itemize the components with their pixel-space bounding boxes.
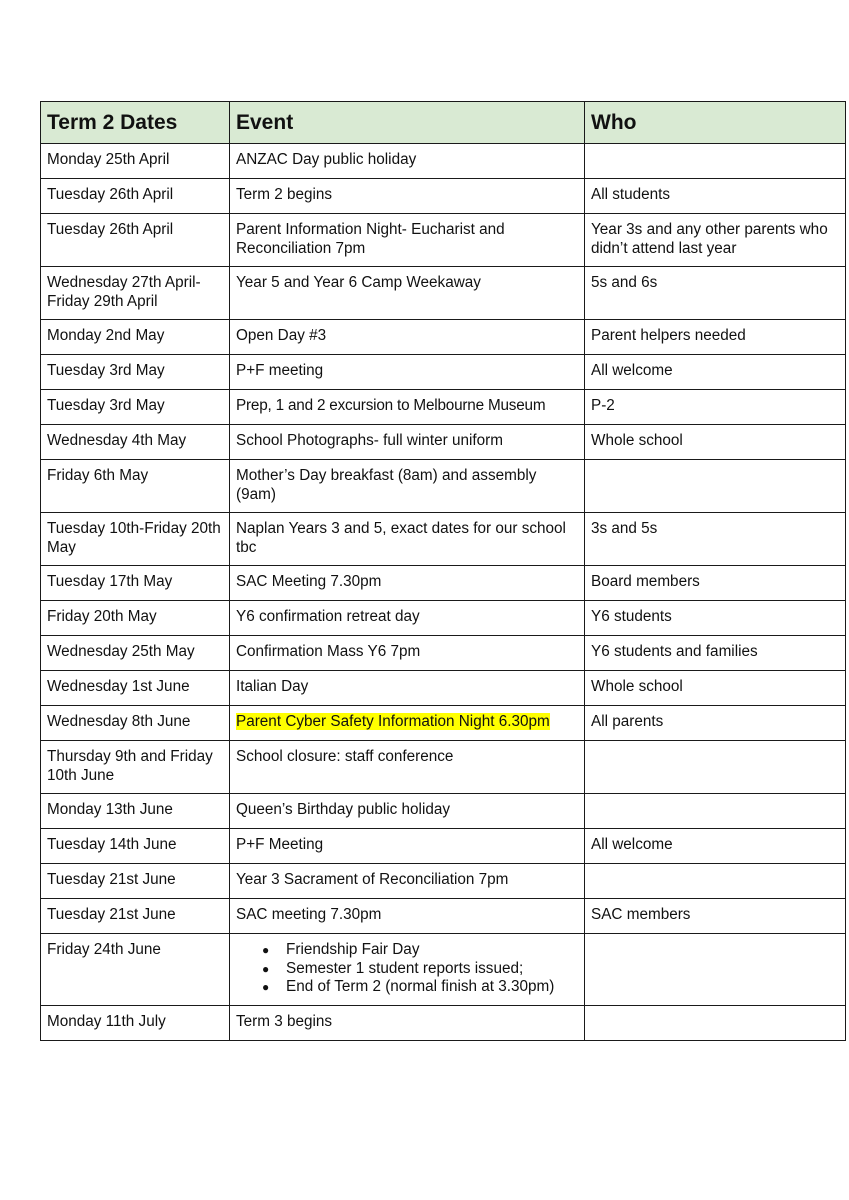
- date-cell: Tuesday 14th June: [41, 829, 230, 864]
- date-cell: Monday 25th April: [41, 144, 230, 179]
- header-event: Event: [230, 102, 585, 144]
- table-row: [41, 671, 846, 706]
- event-cell: Year 3 Sacrament of Reconciliation 7pm: [230, 864, 585, 899]
- table-row: [41, 601, 846, 636]
- who-cell: P-2: [585, 390, 846, 425]
- date-cell: Tuesday 21st June: [41, 864, 230, 899]
- table-row: [41, 460, 846, 513]
- date-cell: Wednesday 8th June: [41, 706, 230, 741]
- who-cell: [585, 864, 846, 899]
- event-cell: P+F meeting: [230, 355, 585, 390]
- event-cell: Term 3 begins: [230, 1005, 585, 1040]
- table-row: [41, 829, 846, 864]
- date-cell: Monday 11th July: [41, 1005, 230, 1040]
- date-cell: Monday 13th June: [41, 794, 230, 829]
- date-cell: Wednesday 4th May: [41, 425, 230, 460]
- table-row: [41, 214, 846, 267]
- table-header-row: [41, 102, 846, 144]
- header-who: Who: [585, 102, 846, 144]
- who-cell: Parent helpers needed: [585, 320, 846, 355]
- who-cell: Y6 students and families: [585, 636, 846, 671]
- event-cell: Mother’s Day breakfast (8am) and assembly (9am): [230, 460, 585, 513]
- date-cell: Tuesday 3rd May: [41, 355, 230, 390]
- who-cell: [585, 460, 846, 513]
- event-cell: Italian Day: [230, 671, 585, 706]
- table-row: [41, 864, 846, 899]
- event-cell: SAC meeting 7.30pm: [230, 899, 585, 934]
- event-cell: Open Day #3: [230, 320, 585, 355]
- list-item: ● End of Term 2 (normal finish at 3.30pm): [286, 978, 578, 997]
- table-row: [41, 179, 846, 214]
- who-cell: Whole school: [585, 671, 846, 706]
- table-row: [41, 636, 846, 671]
- table-row: [41, 513, 846, 566]
- event-cell: [230, 706, 585, 741]
- event-cell: Queen’s Birthday public holiday: [230, 794, 585, 829]
- who-cell: [585, 1005, 846, 1040]
- table-row: [41, 934, 846, 1006]
- date-cell: Friday 6th May: [41, 460, 230, 513]
- event-bullet-list: [236, 941, 578, 997]
- event-cell: [230, 934, 585, 1006]
- date-cell: Tuesday 3rd May: [41, 390, 230, 425]
- list-item: ● Friendship Fair Day: [286, 941, 578, 960]
- date-cell: Tuesday 26th April: [41, 214, 230, 267]
- date-cell: Wednesday 27th April-Friday 29th April: [41, 267, 230, 320]
- event-cell: Y6 confirmation retreat day: [230, 601, 585, 636]
- who-cell: All students: [585, 179, 846, 214]
- table-row: [41, 267, 846, 320]
- table-row: [41, 1005, 846, 1040]
- table-row: [41, 355, 846, 390]
- who-cell: [585, 934, 846, 1006]
- who-cell: Year 3s and any other parents who didn’t attend last year: [585, 214, 846, 267]
- table-row-highlighted: [41, 706, 846, 741]
- who-cell: All welcome: [585, 355, 846, 390]
- highlighted-event-text: Parent Cyber Safety Information Night 6.30pm: [236, 713, 550, 730]
- event-cell: Year 5 and Year 6 Camp Weekaway: [230, 267, 585, 320]
- event-cell: Term 2 begins: [230, 179, 585, 214]
- event-cell: Naplan Years 3 and 5, exact dates for our school tbc: [230, 513, 585, 566]
- table-row: [41, 320, 846, 355]
- date-cell: Tuesday 26th April: [41, 179, 230, 214]
- list-item: ● Semester 1 student reports issued;: [286, 960, 578, 979]
- table-row: [41, 899, 846, 934]
- event-cell: Confirmation Mass Y6 7pm: [230, 636, 585, 671]
- event-cell: SAC Meeting 7.30pm: [230, 566, 585, 601]
- table-row: [41, 741, 846, 794]
- who-cell: 5s and 6s: [585, 267, 846, 320]
- who-cell: [585, 741, 846, 794]
- date-cell: Tuesday 17th May: [41, 566, 230, 601]
- event-cell: School closure: staff conference: [230, 741, 585, 794]
- date-cell: Wednesday 25th May: [41, 636, 230, 671]
- who-cell: [585, 144, 846, 179]
- event-cell: ANZAC Day public holiday: [230, 144, 585, 179]
- who-cell: SAC members: [585, 899, 846, 934]
- who-cell: 3s and 5s: [585, 513, 846, 566]
- who-cell: [585, 794, 846, 829]
- table-row: [41, 390, 846, 425]
- date-cell: Monday 2nd May: [41, 320, 230, 355]
- term-2-dates-table: [40, 101, 846, 1041]
- date-cell: Tuesday 10th-Friday 20th May: [41, 513, 230, 566]
- date-cell: Friday 20th May: [41, 601, 230, 636]
- date-cell: Wednesday 1st June: [41, 671, 230, 706]
- event-cell: Prep, 1 and 2 excursion to Melbourne Museum: [230, 390, 585, 425]
- event-cell: Parent Information Night- Eucharist and Reconciliation 7pm: [230, 214, 585, 267]
- who-cell: Board members: [585, 566, 846, 601]
- date-cell: Tuesday 21st June: [41, 899, 230, 934]
- who-cell: Whole school: [585, 425, 846, 460]
- event-cell: P+F Meeting: [230, 829, 585, 864]
- who-cell: All parents: [585, 706, 846, 741]
- event-cell: School Photographs- full winter uniform: [230, 425, 585, 460]
- date-cell: Thursday 9th and Friday 10th June: [41, 741, 230, 794]
- who-cell: Y6 students: [585, 601, 846, 636]
- table-row: [41, 794, 846, 829]
- table-row: [41, 425, 846, 460]
- header-term-2-dates: Term 2 Dates: [41, 102, 230, 144]
- table-row: [41, 566, 846, 601]
- table-row: [41, 144, 846, 179]
- who-cell: All welcome: [585, 829, 846, 864]
- date-cell: Friday 24th June: [41, 934, 230, 1006]
